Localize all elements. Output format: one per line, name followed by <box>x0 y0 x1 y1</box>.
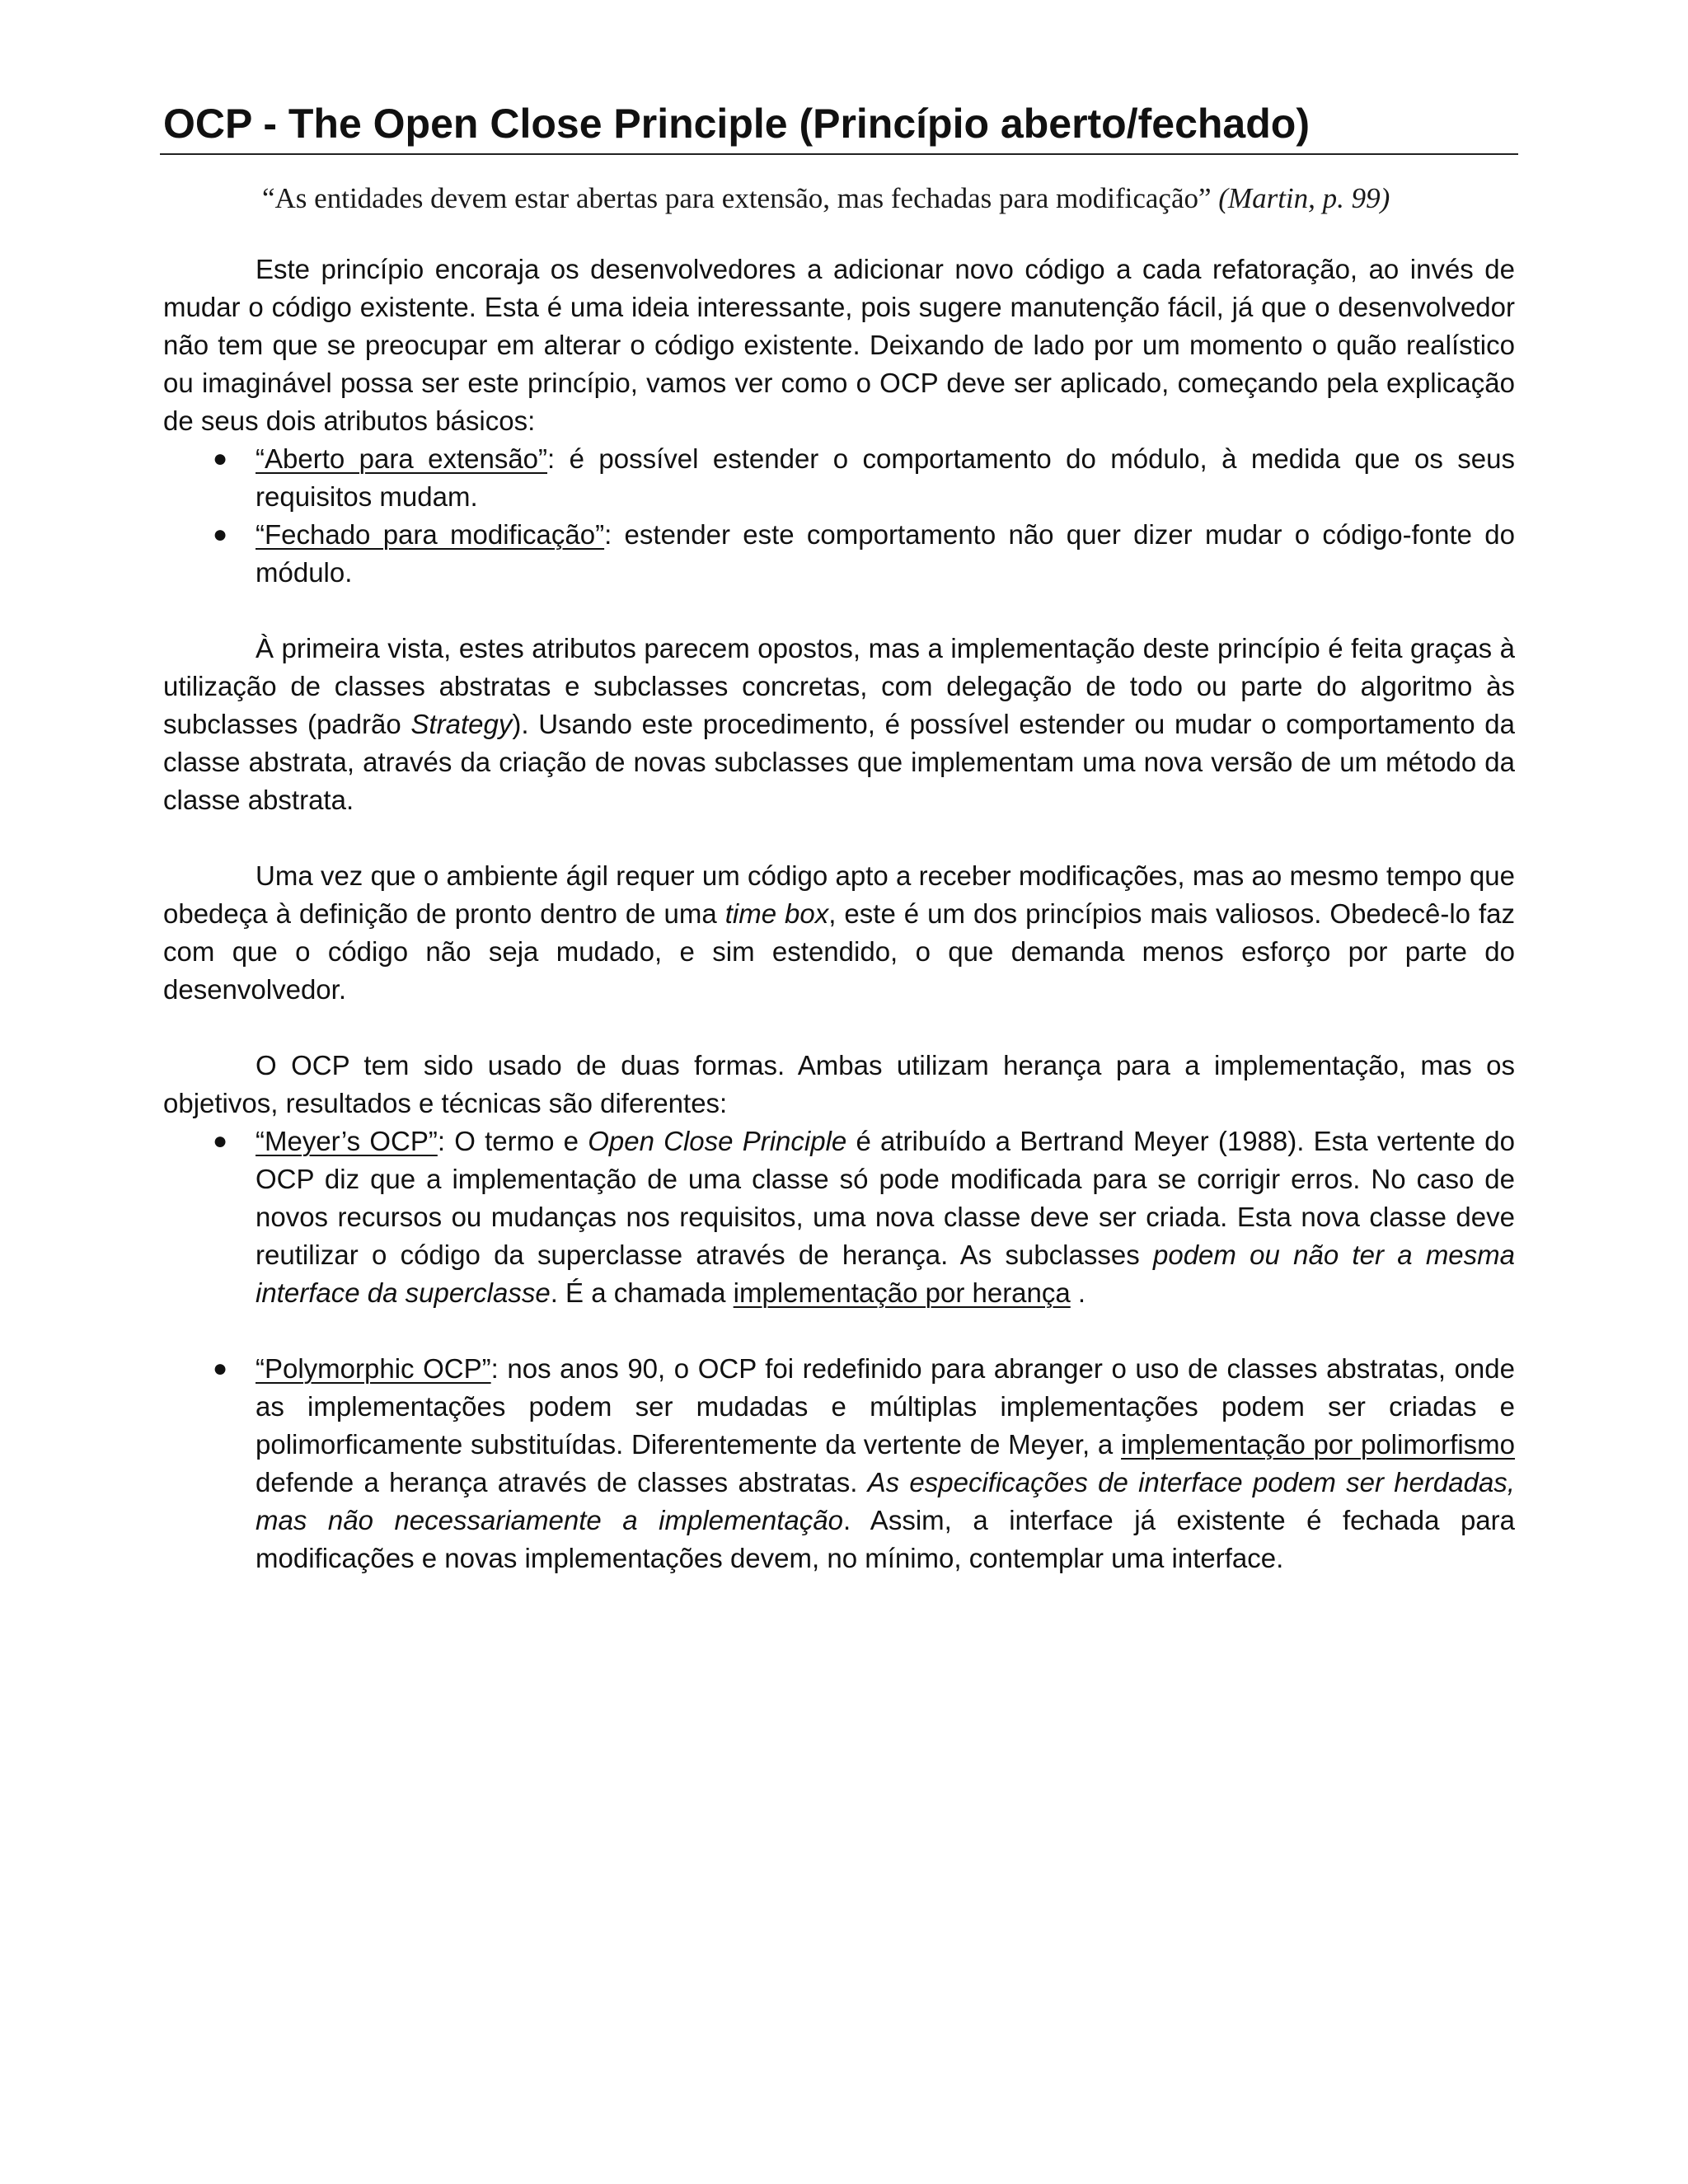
bullet-icon: ● <box>213 445 228 472</box>
document-page <box>163 97 1515 1577</box>
text-span: . <box>1070 1277 1086 1308</box>
paragraph-text: Uma vez que o ambiente ágil requer um código apto a receber modificações, mas ao mesmo tempo que obedeça à definição de pronto dentro de uma <box>163 860 1515 929</box>
list-item <box>163 516 1515 592</box>
italic-span: As especificações de interface podem ser herdadas, mas não necessariamente a implementação <box>256 1467 1515 1535</box>
attribute-text: : é possível estender o comportamento do módulo, à medida que os seus requisitos mudam. <box>256 443 1515 512</box>
text-span: . Assim, a interface já existente é fechada para modificações e novas implementações devem, no mínimo, contemplar uma interface. <box>256 1505 1515 1573</box>
paragraph-agile <box>163 857 1515 1009</box>
epigraph <box>262 180 1515 218</box>
bullet-icon: ● <box>213 521 228 548</box>
text-span: . É a chamada <box>550 1277 734 1308</box>
text-span: é atribuído a Bertrand Meyer (1988). Esta vertente do OCP diz que a implementação de uma classe só pode modificada para se corrigir erros. No caso de novos recursos ou mudanças nos requisitos, uma nova classe deve ser criada. Esta nova classe deve reutilizar o código da superclasse através de herança. As subclasses <box>256 1126 1515 1270</box>
underlined-span: implementação por herança <box>733 1277 1071 1308</box>
italic-span: podem ou não ter a mesma interface da superclasse <box>256 1240 1515 1308</box>
forms-list <box>163 1122 1515 1577</box>
list-item-meyer <box>163 1122 1515 1312</box>
title-underline-rule <box>160 153 1518 155</box>
list-item-polymorphic <box>163 1350 1515 1577</box>
attribute-term: “Aberto para extensão” <box>256 443 548 474</box>
meyer-term: “Meyer’s OCP” <box>256 1126 438 1156</box>
bullet-icon: ● <box>213 1355 228 1382</box>
paragraph-intro: Este princípio encoraja os desenvolvedores a adicionar novo código a cada refatoração, ao invés de mudar o código existente. Esta é uma ideia interessante, pois sugere manutenção fácil, já que o desenvolvedor não tem que se preocupar em alterar o código existente. Deixando de lado por um momento o quão realístico ou imaginável possa ser este princípio, vamos ver como o OCP deve ser aplicado, começando pela explicação de seus dois atributos básicos: <box>163 254 1515 436</box>
attribute-term: “Fechado para modificação” <box>256 519 605 550</box>
underlined-span: implementação por polimorfismo <box>1121 1429 1516 1460</box>
page-title: OCP - The Open Close Principle (Princípio aberto/fechado) <box>163 101 1310 147</box>
text-span: defende a herança através de classes abstratas. <box>256 1467 868 1497</box>
italic-span: Open Close Principle <box>588 1126 847 1156</box>
text-span: : O termo e <box>437 1126 588 1156</box>
polymorphic-term: “Polymorphic OCP” <box>256 1353 491 1384</box>
strategy-term: Strategy <box>410 709 513 739</box>
attribute-text: : estender este comportamento não quer dizer mudar o código-fonte do módulo. <box>256 519 1516 588</box>
epigraph-quote: “As entidades devem estar abertas para extensão, mas fechadas para modificação” <box>262 182 1212 214</box>
bullet-icon: ● <box>213 1127 228 1155</box>
attributes-list <box>163 440 1515 592</box>
paragraph-text: À primeira vista, estes atributos parecem opostos, mas a implementação deste princípio é feita graças à utilização de classes abstratas e subclasses concretas, com delegação de todo ou parte do algoritmo às subclasses (padrão <box>163 633 1515 739</box>
paragraph-two-forms: O OCP tem sido usado de duas formas. Ambas utilizam herança para a implementação, mas os objetivos, resultados e técnicas são diferentes: <box>163 1050 1515 1118</box>
paragraph-text: , este é um dos princípios mais valiosos. Obedecê-lo faz com que o código não seja mudado, e sim estendido, o que demanda menos esforço por parte do desenvolvedor. <box>163 898 1516 1005</box>
time-box-term: time box <box>724 898 829 929</box>
paragraph-implementation <box>163 630 1515 819</box>
list-item <box>163 440 1515 516</box>
paragraph-text: ). Usando este procedimento, é possível estender ou mudar o comportamento da classe abstrata, através da criação de novas subclasses que implementam uma nova versão de um método da classe abstrata. <box>163 709 1515 815</box>
epigraph-citation: (Martin, p. 99) <box>1218 182 1390 214</box>
text-span: : nos anos 90, o OCP foi redefinido para abranger o uso de classes abstratas, onde as implementações podem ser mudadas e múltiplas implementações podem ser criadas e polimorficamente substituídas. Diferentemente da vertente de Meyer, a <box>256 1353 1515 1460</box>
